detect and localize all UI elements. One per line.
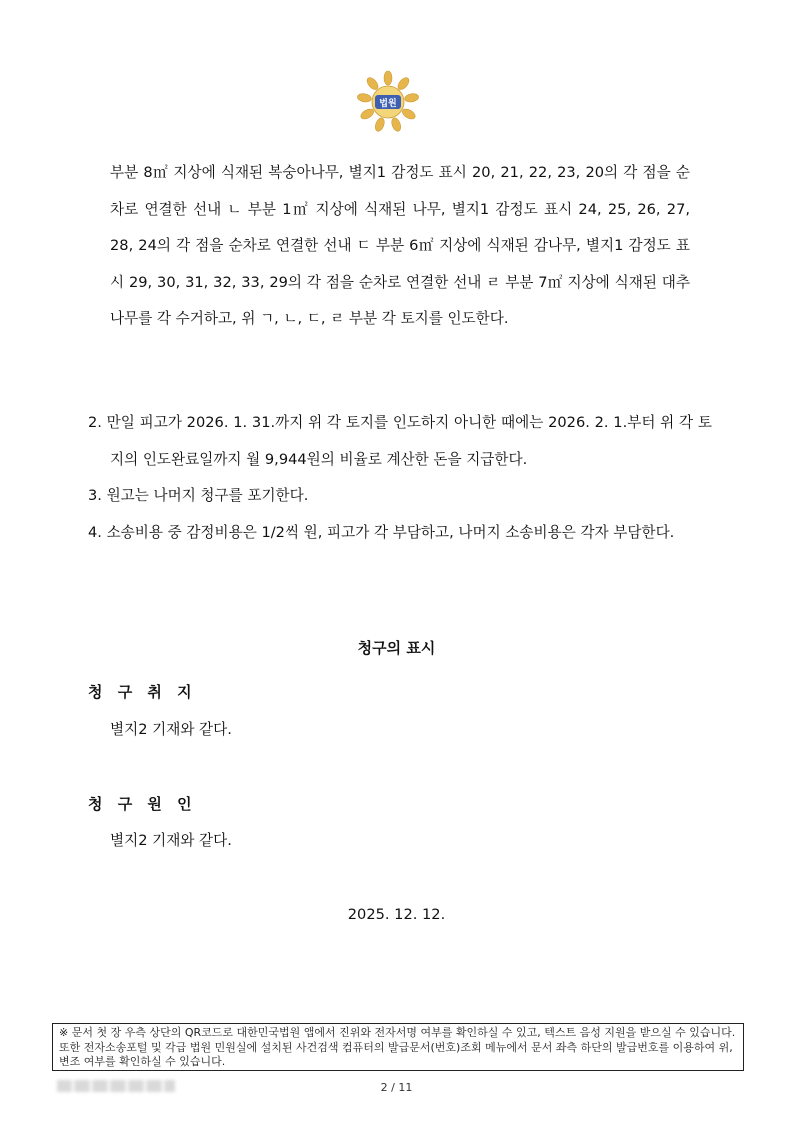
- order-item-2: 2. 만일 피고가 2026. 1. 31.까지 위 각 토지를 인도하지 아니한 때에는 2026. 2. 1.부터 위 각 토지의 인도완료일까지 월 9,944원의 비율로 계산한 돈을 지급한다.: [88, 414, 712, 468]
- order-item-3: 3. 원고는 나머지 청구를 포기한다.: [88, 487, 309, 504]
- claim-purpose-text: 별지2 기재와 같다.: [110, 721, 232, 738]
- continuation-paragraph: 부분 8㎡ 지상에 식재된 복숭아나무, 별지1 감정도 표시 20, 21, 22, 23, 20의 각 점을 순차로 연결한 선내 ㄴ 부분 1㎡ 지상에 식재된 나무, 별지1 감정도 표시 24, 25, 26, 27, 28, 24의 각 점을 순차로 연결한 선내 ㄷ 부분 6㎡ 지상에 식재된 감나무, 별지1 감정도 표시 29, 30, 31, 32, 33, 29의 각 점을 순차로 연결한 선내 ㄹ 부분 7㎡ 지상에 식재된 대추나무를 각 수거하고, 위 ㄱ, ㄴ, ㄷ, ㄹ 부분 각 토지를 인도한다.: [110, 164, 690, 328]
- verification-notice: ※ 문서 첫 장 우측 상단의 QR코드로 대한민국법원 앱에서 진위와 전자서명 여부를 확인하실 수 있고, 텍스트 음성 지원을 받으실 수 있습니다. 또한 전자소송포털 및 각급 법원 민원실에 설치된 사건검색 컴퓨터의 발급문서(번호)조회 메뉴에서 문서 좌측 하단의 발급번호를 이용하여 위,변조 여부를 확인하실 수 있습니다.: [52, 1023, 744, 1071]
- court-emblem: [350, 70, 426, 134]
- order-item-4: 4. 소송비용 중 감정비용은 1/2씩 원, 피고가 각 부담하고, 나머지 소송비용은 각자 부담한다.: [88, 524, 675, 541]
- emblem-text: 법원: [379, 99, 397, 109]
- document-date: 2025. 12. 12.: [347, 906, 446, 923]
- claim-cause-heading: 청 구 원 인: [88, 795, 197, 813]
- page-number: 2 / 11: [380, 1081, 413, 1094]
- claim-purpose-heading: 청 구 취 지: [88, 683, 197, 701]
- claim-title: 청구의 표시: [357, 639, 436, 657]
- claim-cause-text: 별지2 기재와 같다.: [110, 832, 232, 849]
